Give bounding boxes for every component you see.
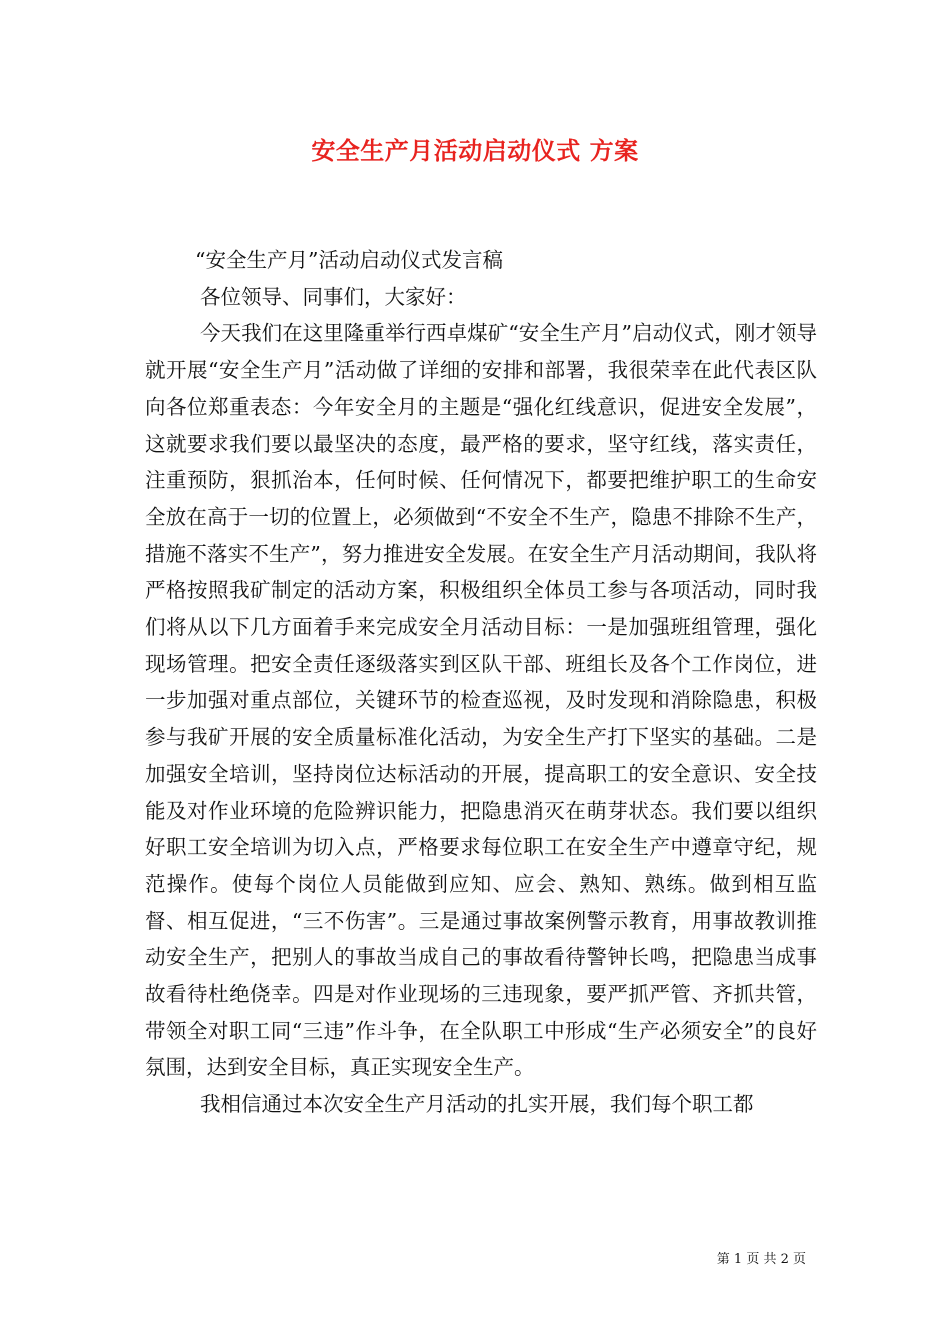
salutation: 各位领导、同事们，大家好： (200, 284, 467, 309)
document-body (145, 242, 817, 1123)
body-paragraph: 今天我们在这里隆重举行西卓煤矿“安全生产月”启动仪式，刚才领导就开展“安全生产月”活动做了详细的安排和部署，我很荣幸在此代表区队向各位郑重表态：今年安全月的主题是“强化红线意识，促进安全发展”，这就要求我们要以最坚决的态度，最严格的要求，坚守红线，落实责任，注重预防，狠抓治本，任何时候、任何情况下，都要把维护职工的生命安全放在高于一切的位置上，必须做到“不安全不生产，隐患不排除不生产，措施不落实不生产”，努力推进安全发展。在安全生产月活动期间，我队将严格按照我矿制定的活动方案，积极组织全体员工参与各项活动，同时我们将从以下几方面着手来完成安全月活动目标：一是加强班组管理，强化现场管理。把安全责任逐级落实到区队干部、班组长及各个工作岗位，进一步加强对重点部位，关键环节的检查巡视，及时发现和消除隐患，积极参与我矿开展的安全质量标准化活动，为安全生产打下坚实的基础。二是加强安全培训，坚持岗位达标活动的开展，提高职工的安全意识、安全技能及对作业环境的危险辨识能力，把隐患消灭在萌芽状态。我们要以组织好职工安全培训为切入点，严格要求每位职工在安全生产中遵章守纪，规范操作。使每个岗位人员能做到应知、应会、熟知、熟练。做到相互监督、相互促进，“三不伤害”。三是通过事故案例警示教育，用事故教训推动安全生产，把别人的事故当成自己的事故看待警钟长鸣，把隐患当成事故看待杜绝侥幸。四是对作业现场的三违现象，要严抓严管、齐抓共管，带领全对职工同“三违”作斗争，在全队职工中形成“生产必须安全”的良好氛围，达到安全目标，真正实现安全生产。 (145, 321, 817, 1080)
body-paragraph-continued: 我相信通过本次安全生产月活动的扎实开展，我们每个职工都 (200, 1092, 754, 1117)
speech-heading: “安全生产月”活动启动仪式发言稿 (195, 248, 503, 272)
document-title: 安全生产月活动启动仪式 方案 (311, 137, 639, 165)
page-number: 第 1 页 共 2 页 (716, 1252, 806, 1267)
